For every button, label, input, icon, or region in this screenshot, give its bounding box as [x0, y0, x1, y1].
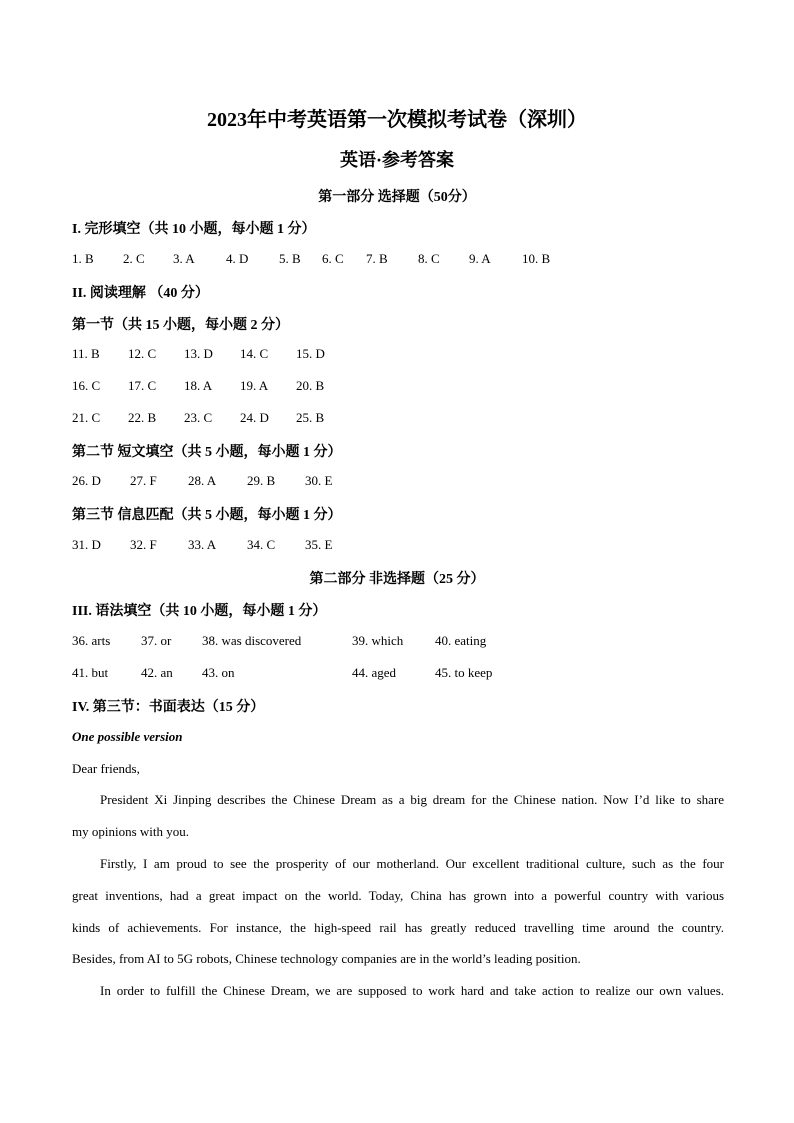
answer-item: 38. was discovered — [202, 633, 302, 648]
section-1-heading: I. 完形填空（共 10 小题，每小题 1 分） — [72, 222, 316, 237]
answer-item: 24. D — [240, 410, 269, 425]
answer-item: 30. E — [305, 473, 333, 488]
answer-item: 2. C — [123, 251, 145, 266]
answer-item: 4. D — [226, 251, 249, 266]
answer-item: 26. D — [72, 473, 101, 488]
essay-greeting: Dear friends, — [72, 761, 140, 776]
essay-line: Besides, from AI to 5G robots, Chinese technology companies are in the world’s leading position. — [72, 951, 581, 966]
essay-line: my opinions with you. — [72, 824, 190, 839]
part1-heading: 第一部分 选择题（50分） — [318, 190, 476, 205]
answer-item: 9. A — [469, 251, 491, 266]
answer-item: 45. to keep — [435, 665, 493, 680]
answer-item: 44. aged — [352, 665, 397, 680]
answer-item: 32. F — [130, 537, 157, 552]
essay-line: kinds of achievements. For instance, the high-speed rail has greatly reduced travelling time around the country. — [72, 920, 724, 935]
answer-item: 8. C — [418, 251, 440, 266]
section-4-heading: IV. 第三节：书面表达（15 分） — [72, 700, 265, 715]
answer-item: 28. A — [188, 473, 217, 488]
essay-line: Firstly, I am proud to see the prosperity of our motherland. Our excellent traditional culture, such as the four — [100, 856, 724, 871]
essay-line: In order to fulfill the Chinese Dream, we are supposed to work hard and take action to realize our own values. — [100, 983, 724, 998]
section-2-sub3-heading: 第三节 信息匹配（共 5 小题，每小题 1 分） — [72, 508, 342, 523]
answer-item: 15. D — [296, 346, 325, 361]
section-2-heading: II. 阅读理解 （40 分） — [72, 286, 209, 301]
answer-item: 35. E — [305, 537, 333, 552]
answer-item: 33. A — [188, 537, 217, 552]
answer-item: 42. an — [141, 665, 173, 680]
answer-item: 3. A — [173, 251, 195, 266]
answer-item: 31. D — [72, 537, 101, 552]
answer-item: 19. A — [240, 378, 269, 393]
answer-item: 41. but — [72, 665, 109, 680]
answer-item: 20. B — [296, 378, 325, 393]
answer-item: 17. C — [128, 378, 157, 393]
version-label: One possible version — [72, 729, 183, 744]
answer-item: 36. arts — [72, 633, 111, 648]
answer-item: 18. A — [184, 378, 213, 393]
answer-item: 12. C — [128, 346, 157, 361]
answer-item: 29. B — [247, 473, 276, 488]
answer-item: 7. B — [366, 251, 388, 266]
essay-line: great inventions, had a great impact on the world. Today, China has grown into a powerful country with various — [72, 888, 724, 903]
answer-item: 6. C — [322, 251, 344, 266]
section-2-sub1-heading: 第一节（共 15 小题，每小题 2 分） — [72, 318, 289, 333]
answer-item: 13. D — [184, 346, 213, 361]
answer-item: 25. B — [296, 410, 325, 425]
answer-item: 16. C — [72, 378, 101, 393]
answer-item: 37. or — [141, 633, 172, 648]
section-3-heading: III. 语法填空（共 10 小题，每小题 1 分） — [72, 604, 327, 619]
page-subtitle: 英语·参考答案 — [339, 150, 454, 170]
page-title: 2023年中考英语第一次模拟考试卷（深圳） — [207, 109, 587, 131]
answer-item: 10. B — [522, 251, 551, 266]
answer-item: 22. B — [128, 410, 157, 425]
answer-item: 14. C — [240, 346, 269, 361]
answer-item: 23. C — [184, 410, 213, 425]
answer-item: 21. C — [72, 410, 101, 425]
part2-heading: 第二部分 非选择题（25 分） — [309, 572, 485, 587]
answer-item: 1. B — [72, 251, 94, 266]
answer-item: 39. which — [352, 633, 404, 648]
essay-line: President Xi Jinping describes the Chinese Dream as a big dream for the Chinese nation. Now I’d like to share — [100, 792, 724, 807]
section-2-sub2-heading: 第二节 短文填空（共 5 小题，每小题 1 分） — [72, 445, 342, 460]
answer-item: 34. C — [247, 537, 276, 552]
answer-item: 43. on — [202, 665, 235, 680]
answer-item: 11. B — [72, 346, 100, 361]
answer-item: 5. B — [279, 251, 301, 266]
answer-item: 40. eating — [435, 633, 487, 648]
answer-item: 27. F — [130, 473, 157, 488]
